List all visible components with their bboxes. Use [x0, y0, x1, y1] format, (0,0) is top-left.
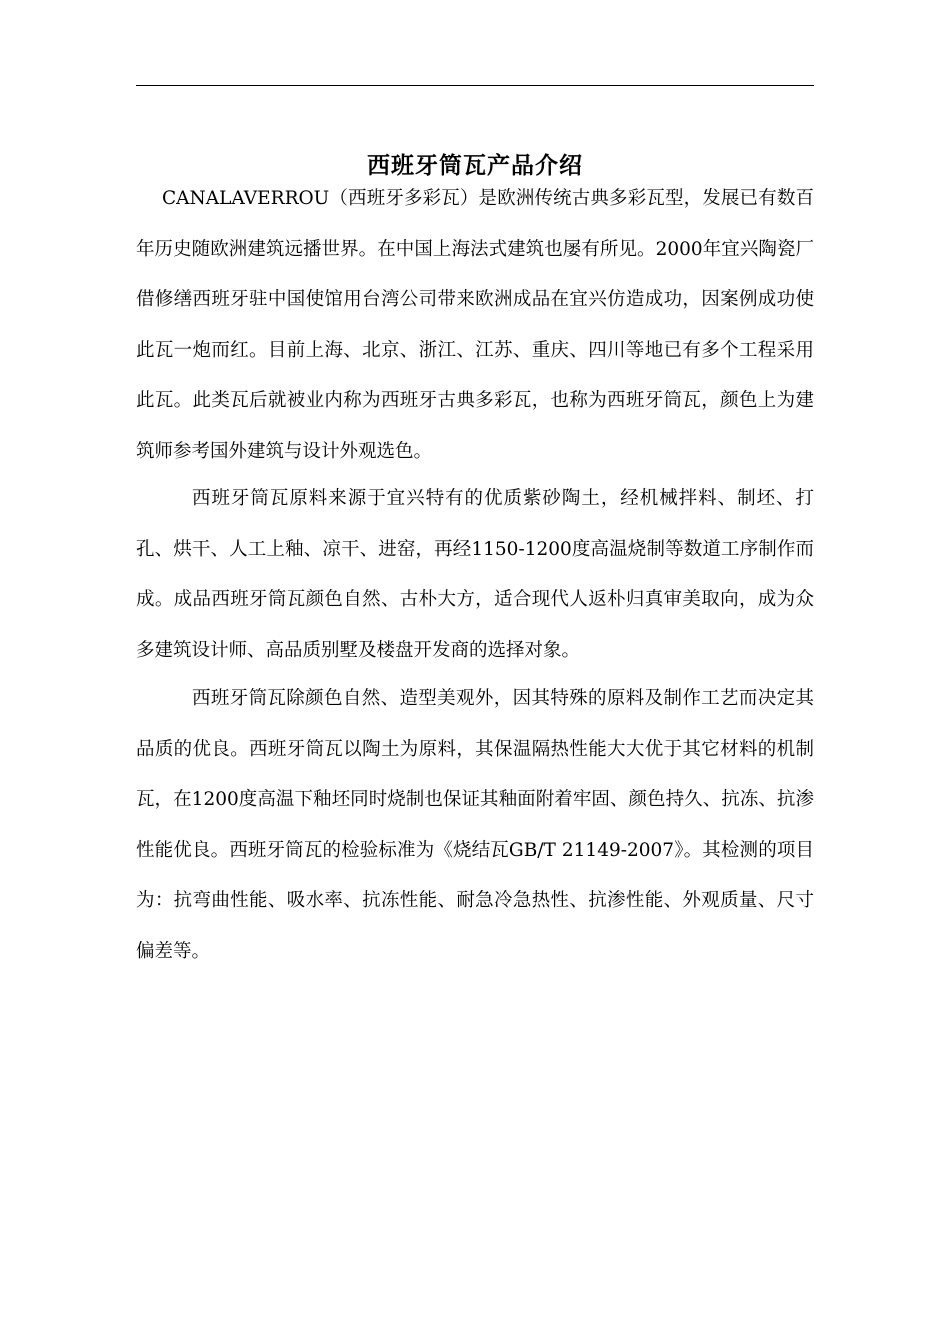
paragraph-history: CANALAVERROU（西班牙多彩瓦）是欧洲传统古典多彩瓦型，发展已有数百年历史随欧洲建筑远播世界。在中国上海法式建筑也屡有所见。2000年宜兴陶瓷厂借修缮西班牙驻中国使馆用台湾公司带来欧洲成品在宜兴仿造成功，因案例成功使此瓦一炮而红。目前上海、北京、浙江、江苏、重庆、四川等地已有多个工程采用此瓦。此类瓦后就被业内称为西班牙古典多彩瓦，也称为西班牙筒瓦，颜色上为建筑师参考国外建筑与设计外观选色。 — [136, 188, 814, 462]
document-title: 西班牙筒瓦产品介绍 — [367, 152, 583, 180]
header-rule — [136, 85, 814, 86]
paragraph-materials: 西班牙筒瓦原料来源于宜兴特有的优质紫砂陶土，经机械拌料、制坯、打孔、烘干、人工上釉、凉干、进窑，再经1150-1200度高温烧制等数道工序制作而成。成品西班牙筒瓦颜色自然、古朴大方，适合现代人返朴归真审美取向，成为众多建筑设计师、高品质别墅及楼盘开发商的选择对象。 — [136, 488, 814, 661]
paragraph-quality: 西班牙筒瓦除颜色自然、造型美观外，因其特殊的原料及制作工艺而决定其品质的优良。西班牙筒瓦以陶土为原料，其保温隔热性能大大优于其它材料的机制瓦，在1200度高温下釉坯同时烧制也保证其釉面附着牢固、颜色持久、抗冻、抗渗性能优良。西班牙筒瓦的检验标准为《烧结瓦GB/T 21149-2007》。其检测的项目为：抗弯曲性能、吸水率、抗冻性能、耐急冷急热性、抗渗性能、外观质量、尺寸偏差等。 — [136, 688, 814, 962]
